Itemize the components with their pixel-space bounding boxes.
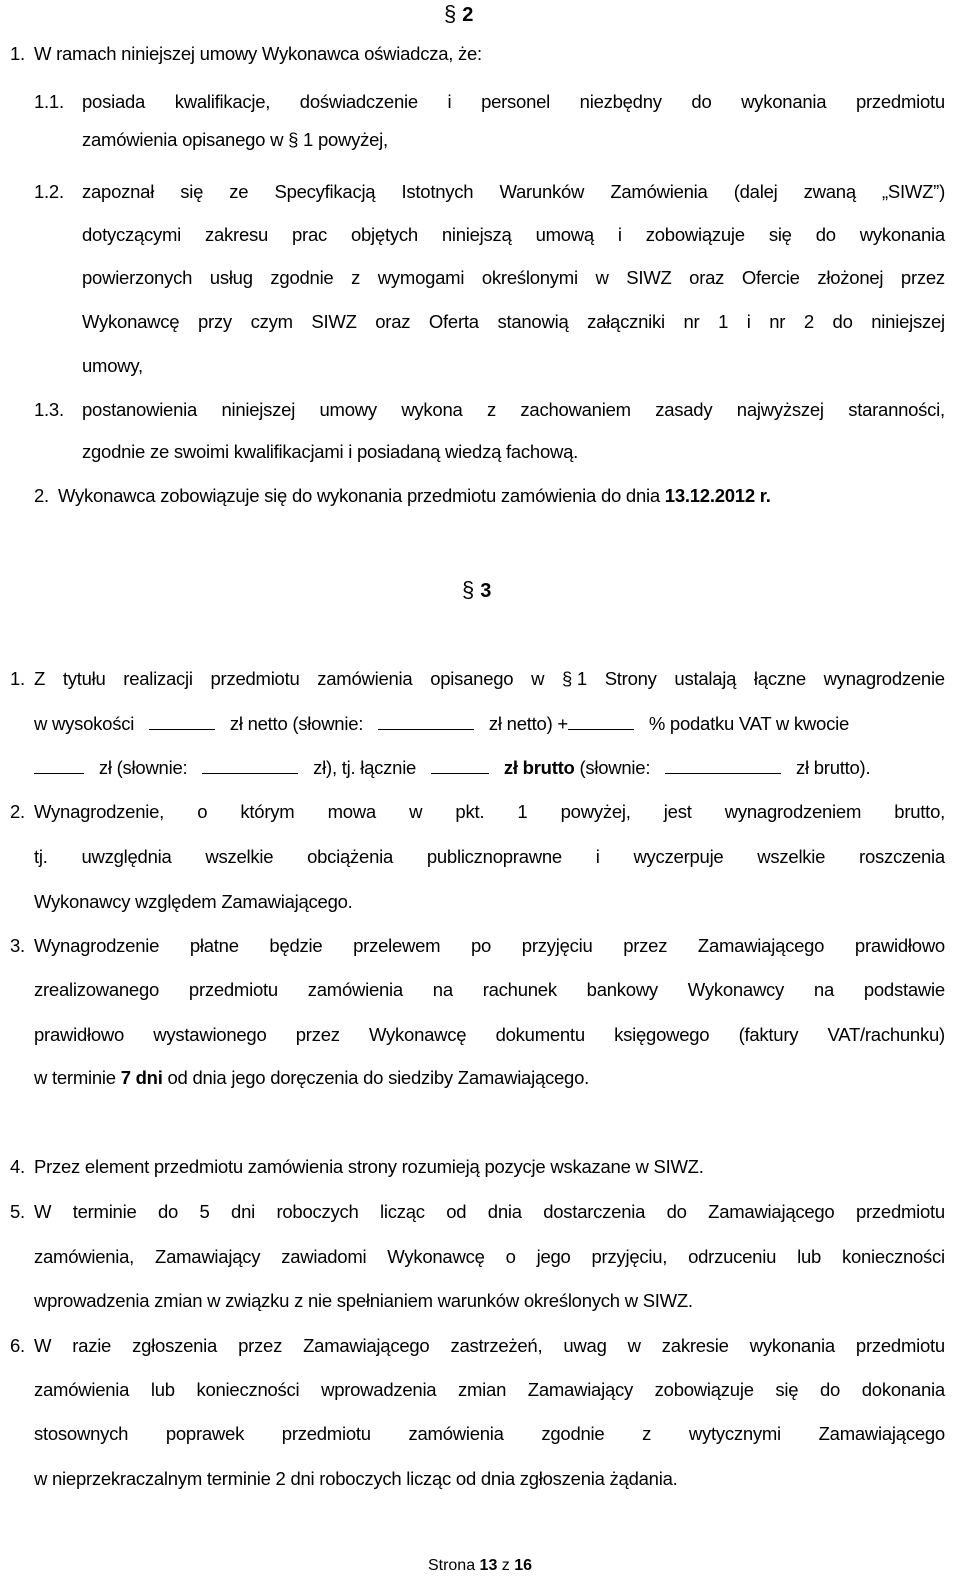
s3-item6-line2 — [34, 1378, 945, 1402]
word: najwyższej — [736, 399, 824, 420]
amount-brutto-words-blank — [665, 759, 781, 774]
word: przedmiotu — [281, 1423, 371, 1444]
s2-item1-3-line2: zgodnie ze swoimi kwalifikacjami i posiadaną wiedzą fachową. — [82, 441, 579, 462]
word: Strony — [604, 668, 657, 689]
word: do — [157, 1201, 179, 1222]
word: niniejszej — [871, 311, 945, 332]
word: W — [34, 1335, 52, 1356]
word: i — [595, 846, 600, 867]
vat-percent-blank — [568, 715, 634, 730]
word: Wykonawcę — [82, 311, 180, 332]
word: w — [409, 801, 423, 822]
s3-item4-num: 4. — [10, 1156, 25, 1177]
word: zamówienia — [34, 1379, 130, 1400]
s3-item3-line2 — [34, 978, 945, 1002]
word: zamówienia — [408, 1423, 504, 1444]
s2-item1-1-num: 1.1. — [34, 91, 64, 112]
word: poprawek — [165, 1423, 245, 1444]
word: z — [486, 399, 496, 420]
vat-amount-blank — [34, 759, 84, 774]
word: prawidłowo — [34, 1024, 125, 1045]
word: powierzonych — [82, 267, 193, 288]
word: SIWZ — [626, 267, 672, 288]
word: objętych — [350, 224, 418, 245]
word: zawiadomi — [281, 1246, 367, 1267]
word: przedmiotu — [210, 668, 300, 689]
word: przyjęciu, — [591, 1246, 668, 1267]
word: tytułu — [62, 668, 106, 689]
word: płatne — [189, 935, 239, 956]
word: wymogami — [377, 267, 465, 288]
word: z — [642, 1423, 652, 1444]
word: postanowienia — [82, 399, 198, 420]
s2-item1-2-num: 1.2. — [34, 181, 64, 202]
word: Istotnych — [401, 181, 474, 202]
word: dostarczenia — [543, 1201, 646, 1222]
word: o — [505, 1246, 516, 1267]
s3-item1-line1 — [34, 667, 945, 691]
word: dnia — [487, 1201, 522, 1222]
word: dni — [231, 1201, 255, 1222]
word: konieczności — [841, 1246, 945, 1267]
word: zrealizowanego — [34, 979, 160, 1000]
word: o — [197, 801, 208, 822]
s3-item5-line2 — [34, 1245, 945, 1269]
word: Zamawiający — [155, 1246, 261, 1267]
word: wyczerpuje — [633, 846, 724, 867]
word: zgodnie — [270, 267, 334, 288]
word: w — [531, 668, 545, 689]
s2-item1-1-line1 — [82, 90, 945, 114]
word: do — [820, 1379, 841, 1400]
word: Zamówienia — [610, 181, 708, 202]
word: roszczenia — [859, 846, 945, 867]
word: na — [432, 979, 453, 1000]
word: doświadczenie — [299, 91, 418, 112]
word: ustalają — [674, 668, 737, 689]
word: zamówienia — [317, 668, 413, 689]
word: wszelkie — [757, 846, 826, 867]
s3-item3-line1 — [34, 934, 945, 958]
word: Zamawiającego — [303, 1335, 430, 1356]
word: realizacji — [123, 668, 193, 689]
section-sign-icon: § — [444, 1, 457, 26]
word: czym — [250, 311, 293, 332]
word: Wynagrodzenie, — [34, 801, 165, 822]
total-page-count: 16 — [514, 1557, 533, 1574]
word: umową — [535, 224, 594, 245]
word: niniejszą — [441, 224, 512, 245]
word: uwag — [563, 1335, 607, 1356]
s3-item3-line3 — [34, 1023, 945, 1047]
word: personel — [481, 91, 551, 112]
word: SIWZ — [311, 311, 357, 332]
word: zobowiązuje — [654, 1379, 754, 1400]
s2-item2-date: 13.12.2012 r. — [664, 485, 771, 506]
word: licząc — [380, 1201, 425, 1222]
s3-item5-line1 — [34, 1200, 945, 1224]
s2-item1-num: 1. — [10, 43, 25, 64]
word: publicznoprawne — [426, 846, 562, 867]
word: podstawie — [863, 979, 945, 1000]
word: niezbędny — [579, 91, 662, 112]
word: dokonania — [861, 1379, 945, 1400]
s2-item2-num: 2. — [34, 485, 49, 506]
word: przyjęciu — [521, 935, 593, 956]
word: W — [34, 1201, 52, 1222]
word: przedmiotu — [855, 1201, 945, 1222]
word: tj. — [34, 846, 48, 867]
word: odrzuceniu — [688, 1246, 777, 1267]
s3-item5-line3: wprowadzenia zmian w związku z nie spełnianiem warunków określonych w SIWZ. — [34, 1290, 693, 1311]
word: pkt. — [455, 801, 485, 822]
word: zakresu — [205, 224, 269, 245]
word: staranności, — [848, 399, 945, 420]
word: Oferta — [428, 311, 479, 332]
word: którym — [240, 801, 295, 822]
s2-item1-1-line2: zamówienia opisanego w § 1 powyżej, — [82, 129, 388, 150]
word: roboczych — [276, 1201, 359, 1222]
word: na — [813, 979, 834, 1000]
s3-item2-line2 — [34, 845, 945, 869]
word: załączniki — [587, 311, 665, 332]
word: zamówienia, — [34, 1246, 135, 1267]
word: zapoznał — [82, 181, 155, 202]
word: od — [446, 1201, 467, 1222]
word: usług — [209, 267, 253, 288]
word: umowy — [319, 399, 377, 420]
word: Zamawiającego — [818, 1423, 945, 1444]
word: zgłoszenia — [132, 1335, 218, 1356]
word: zastrzeżeń, — [450, 1335, 543, 1356]
word: przy — [197, 311, 232, 332]
word: „SIWZ”) — [882, 181, 945, 202]
word: do — [691, 91, 712, 112]
word: wynagrodzenie — [823, 668, 945, 689]
word: Wykonawcę — [387, 1246, 485, 1267]
word: mowa — [327, 801, 376, 822]
s3-item6-line4: w nieprzekraczalnym terminie 2 dni roboczych licząc od dnia zgłoszenia żądania. — [34, 1468, 678, 1489]
word: księgowego — [614, 1024, 710, 1045]
word: złożonej — [817, 267, 884, 288]
word: przez — [238, 1335, 283, 1356]
word: wykona — [401, 399, 463, 420]
word: 2 — [803, 311, 814, 332]
word: wytycznymi — [688, 1423, 781, 1444]
word: uwzględnia — [81, 846, 172, 867]
word: dokumentu — [495, 1024, 585, 1045]
word: się — [768, 224, 792, 245]
word: (faktury — [738, 1024, 799, 1045]
word: wszelkie — [205, 846, 274, 867]
word: prawidłowo — [854, 935, 945, 956]
word: powyżej, — [560, 801, 631, 822]
word: VAT/rachunku) — [827, 1024, 945, 1045]
word: 5 — [199, 1201, 210, 1222]
current-page-number: 13 — [479, 1557, 498, 1574]
word: opisanego — [430, 668, 514, 689]
s2-item1-2-line4 — [82, 310, 945, 334]
s2-item1-3-num: 1.3. — [34, 399, 64, 420]
s2-item2-text: Wykonawca zobowiązuje się do wykonania przedmiotu zamówienia do dnia 13.12.2012 r. — [58, 485, 771, 506]
word: oraz — [375, 311, 411, 332]
word: zasady — [655, 399, 713, 420]
word: zobowiązuje — [645, 224, 745, 245]
word: wykonania — [741, 91, 827, 112]
page-footer: Strona 13 z 16 — [427, 1557, 533, 1574]
word: zachowaniem — [520, 399, 631, 420]
word: i — [617, 224, 622, 245]
s3-item2-line3: Wykonawcy względem Zamawiającego. — [34, 891, 353, 912]
word: 1 — [718, 311, 729, 332]
word: stosownych — [34, 1423, 129, 1444]
word: z — [351, 267, 361, 288]
word: wykonania — [749, 1335, 835, 1356]
word: Wykonawcę — [369, 1024, 467, 1045]
s3-item6-num: 6. — [10, 1335, 25, 1356]
s3-item1-num: 1. — [10, 668, 25, 689]
word: lub — [150, 1379, 175, 1400]
word: rachunek — [482, 979, 557, 1000]
word: Ofercie — [741, 267, 800, 288]
word: przelewem — [353, 935, 441, 956]
s2-item1-2-line1 — [82, 180, 945, 204]
word: i — [746, 311, 751, 332]
word: zgodnie — [541, 1423, 605, 1444]
word: wykonania — [859, 224, 945, 245]
word: w — [595, 267, 609, 288]
word: ze — [229, 181, 249, 202]
s3-item1-line3: zł (słownie: zł), tj. łącznie zł brutto (słownie: zł brutto). — [34, 756, 945, 780]
word: jego — [536, 1246, 571, 1267]
word: § 1 — [561, 668, 587, 689]
word: i — [447, 91, 452, 112]
section-3-heading: § 3 — [462, 577, 492, 602]
s2-item1-2-line2 — [82, 223, 945, 247]
s3-item2-num: 2. — [10, 801, 25, 822]
word: Wynagrodzenie — [34, 935, 160, 956]
word: terminie — [72, 1201, 137, 1222]
s3-item6-line1 — [34, 1334, 945, 1358]
word: obciążenia — [307, 846, 394, 867]
word: zamówienia — [307, 979, 403, 1000]
word: przedmiotu — [855, 91, 945, 112]
word: Zamawiający — [527, 1379, 633, 1400]
word: oraz — [689, 267, 725, 288]
word: przez — [295, 1024, 340, 1045]
word: razie — [72, 1335, 112, 1356]
word: do — [666, 1201, 687, 1222]
word: przedmiotu — [188, 979, 278, 1000]
word: zmian — [458, 1379, 507, 1400]
word: kwalifikacje, — [174, 91, 271, 112]
section-2-heading: § 2 — [444, 1, 474, 26]
s2-item1-2-line5: umowy, — [82, 355, 143, 376]
word: wystawionego — [153, 1024, 267, 1045]
word: będzie — [269, 935, 323, 956]
section-sign-icon: § — [462, 577, 475, 602]
vat-words-blank — [202, 759, 298, 774]
word: niniejszej — [221, 399, 296, 420]
s3-item5-num: 5. — [10, 1201, 25, 1222]
word: posiada — [82, 91, 146, 112]
word: Warunków — [499, 181, 585, 202]
amount-brutto-blank — [431, 759, 489, 774]
word: Wykonawcy — [687, 979, 785, 1000]
s2-item1-text: W ramach niniejszej umowy Wykonawca oświadcza, że: — [34, 43, 482, 64]
s2-item1-2-line3 — [82, 266, 945, 290]
amount-netto-words-blank — [378, 715, 474, 730]
word: jest — [663, 801, 692, 822]
word: przedmiotu — [855, 1335, 945, 1356]
word: nr — [769, 311, 786, 332]
word: lub — [797, 1246, 822, 1267]
word: 1 — [517, 801, 528, 822]
word: Zamawiającego — [708, 1201, 835, 1222]
s3-item2-line1 — [34, 800, 945, 824]
s3-item1-line2: w wysokości zł netto (słownie: zł netto) + % podatku VAT w kwocie — [34, 713, 849, 734]
word: do — [815, 224, 836, 245]
word: bankowy — [586, 979, 658, 1000]
s3-item3-num: 3. — [10, 935, 25, 956]
word: (dalej — [733, 181, 778, 202]
word: przez — [900, 267, 945, 288]
word: w — [627, 1335, 641, 1356]
word: się — [180, 181, 204, 202]
word: konieczności — [196, 1379, 300, 1400]
word: brutto, — [894, 801, 945, 822]
word: łączne — [753, 668, 806, 689]
word: przez — [623, 935, 668, 956]
word: Specyfikacją — [274, 181, 376, 202]
word: po — [471, 935, 492, 956]
word: zakresie — [661, 1335, 729, 1356]
word: do — [832, 311, 853, 332]
word: prac — [292, 224, 327, 245]
word: Zamawiającego — [697, 935, 825, 956]
word: Z — [34, 668, 46, 689]
s3-item4-text: Przez element przedmiotu zamówienia strony rozumieją pozycje wskazane w SIWZ. — [34, 1156, 704, 1177]
word: nr — [683, 311, 700, 332]
word: wprowadzenia — [321, 1379, 437, 1400]
word: określonymi — [481, 267, 578, 288]
word: wynagrodzeniem — [724, 801, 862, 822]
s2-item1-3-line1 — [82, 398, 945, 422]
s3-item3-line4: w terminie 7 dni od dnia jego doręczenia do siedziby Zamawiającego. — [34, 1067, 590, 1088]
s3-item6-line3 — [34, 1422, 945, 1446]
word: zwaną — [803, 181, 856, 202]
word: stanowią — [497, 311, 569, 332]
amount-netto-blank — [149, 715, 215, 730]
word: się — [775, 1379, 799, 1400]
word: dotyczącymi — [82, 224, 182, 245]
